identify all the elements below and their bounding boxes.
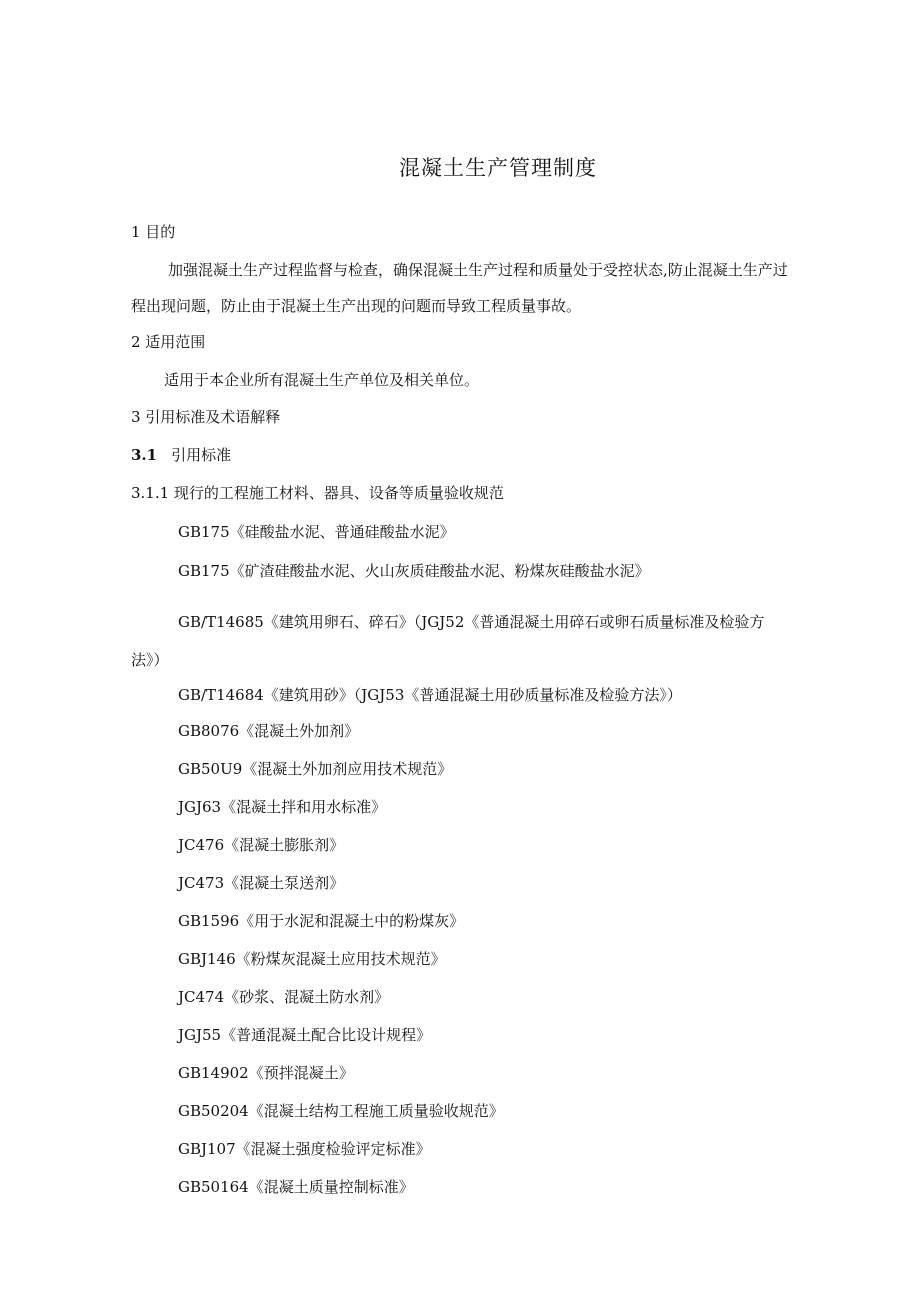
standard-item: JC473《混凝土泵送剂》 bbox=[178, 874, 345, 892]
standard-item: GBJ146《粉煤灰混凝土应用技术规范》 bbox=[178, 950, 446, 968]
section-3-heading: 3 引用标准及术语解释 bbox=[131, 408, 281, 426]
section-2-heading: 2 适用范围 bbox=[131, 333, 206, 351]
section-1-heading: 1 目的 bbox=[131, 223, 176, 241]
section-3-1-number: 3.1 bbox=[131, 446, 158, 464]
standard-item: JC474《砂浆、混凝土防水剂》 bbox=[178, 988, 390, 1006]
section-1-paragraph-line-1: 加强混凝土生产过程监督与检查，确保混凝土生产过程和质量处于受控状态,防止混凝土生产过 bbox=[168, 261, 788, 279]
standard-item-continuation: 法》） bbox=[131, 651, 169, 669]
section-1-paragraph-line-2: 程出现问题，防止由于混凝土生产出现的问题而导致工程质量事故。 bbox=[131, 297, 582, 315]
document-title: 混凝土生产管理制度 bbox=[399, 156, 597, 180]
standard-item: GB175《矿渣硅酸盐水泥、火山灰质硅酸盐水泥、粉煤灰硅酸盐水泥》 bbox=[178, 562, 650, 580]
standard-item: GB/T14684《建筑用砂》（JGJ53《普通混凝土用砂质量标准及检验方法》） bbox=[178, 686, 682, 704]
standard-item: GB14902《预拌混凝土》 bbox=[178, 1064, 354, 1082]
standard-item: GBJ107《混凝土强度检验评定标准》 bbox=[178, 1140, 431, 1158]
standard-item: GB1596《用于水泥和混凝土中的粉煤灰》 bbox=[178, 912, 465, 930]
standard-item: GB8076《混凝土外加剂》 bbox=[178, 722, 360, 740]
standard-item: GB50164《混凝土质量控制标准》 bbox=[178, 1178, 414, 1196]
standard-item: JGJ63《混凝土拌和用水标准》 bbox=[178, 798, 387, 816]
section-3-1-title: 引用标准 bbox=[171, 446, 232, 464]
section-2-paragraph: 适用于本企业所有混凝土生产单位及相关单位。 bbox=[164, 371, 480, 389]
section-3-1-1-heading: 3.1.1 现行的工程施工材料、器具、设备等质量验收规范 bbox=[131, 484, 504, 502]
section-3-1-heading bbox=[131, 445, 231, 465]
standard-item: JGJ55《普通混凝土配合比设计规程》 bbox=[178, 1026, 432, 1044]
standard-item: GB175《硅酸盐水泥、普通硅酸盐水泥》 bbox=[178, 523, 455, 541]
standard-item: GB50U9《混凝土外加剂应用技术规范》 bbox=[178, 760, 453, 778]
standard-item: GB/T14685《建筑用卵石、碎石》（JGJ52《普通混凝土用碎石或卵石质量标准及检验方 bbox=[178, 613, 765, 631]
standard-item: JC476《混凝土膨胀剂》 bbox=[178, 836, 345, 854]
standard-item: GB50204《混凝土结构工程施工质量验收规范》 bbox=[178, 1102, 504, 1120]
